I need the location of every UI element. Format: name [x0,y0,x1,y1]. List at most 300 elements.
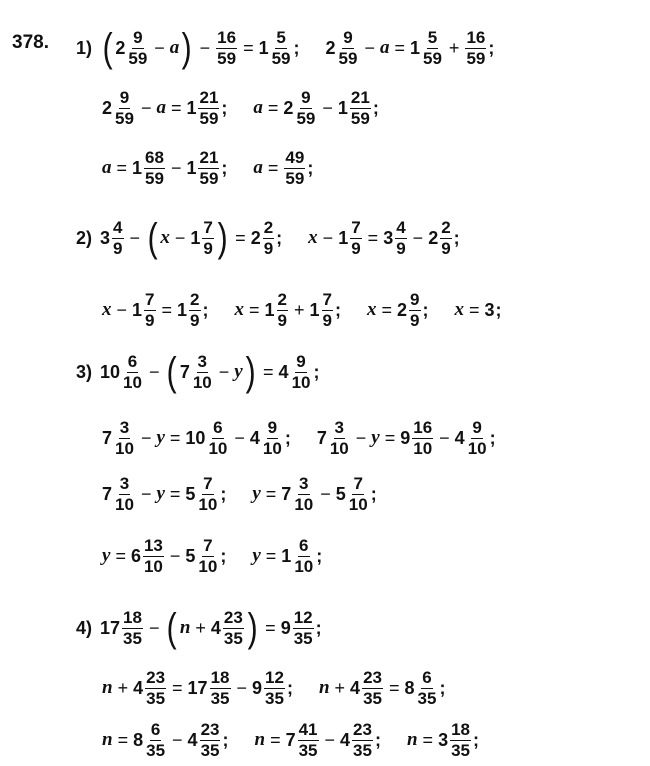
fraction [291,352,312,393]
numerator: 21 [199,147,219,167]
whole-part: 7 [102,483,113,504]
numerator: 2 [263,217,274,237]
numerator: 18 [123,607,142,627]
fraction [114,418,135,459]
equation-line [76,24,494,72]
denominator: 9 [113,238,123,258]
variable: n [318,677,330,698]
denominator: 35 [223,628,243,648]
mixed-number [211,608,245,649]
plus-sign: + [294,299,305,320]
fraction [348,474,369,515]
whole-part: 2 [102,97,113,118]
denominator: 35 [210,688,230,708]
fraction [450,720,471,761]
numerator: 4 [396,217,406,237]
equals-sign: = [381,299,393,320]
fraction [127,28,148,69]
numerator: 21 [350,87,370,107]
denominator: 59 [115,108,134,128]
fraction [295,88,316,129]
numerator: 7 [145,289,155,309]
close-paren: ) [245,350,256,394]
equation [326,28,495,69]
equation [317,418,496,459]
fraction [264,668,285,709]
variable: a [253,97,263,118]
denominator: 35 [363,688,382,708]
whole-part: 1 [186,157,197,178]
whole-part: 8 [133,729,144,750]
fraction [189,290,200,331]
mixed-number [350,668,384,709]
fraction [322,290,333,331]
variable: n [102,677,113,698]
fraction [350,88,371,129]
whole-part: 1 [309,299,320,320]
mixed-number [259,28,293,69]
denominator: 59 [285,168,305,188]
equation-line [102,414,496,462]
denominator: 10 [208,438,228,458]
semicolon: ; [293,37,300,58]
numerator: 7 [203,473,213,493]
denominator: 9 [190,310,200,330]
numerator: 6 [422,667,432,687]
numerator: 16 [466,27,486,47]
minus-sign: − [412,227,424,248]
minus-sign: − [170,157,182,178]
numerator: 6 [127,351,138,371]
mixed-number [190,218,214,259]
whole-part: 7 [179,361,190,382]
open-paren: ( [167,350,178,394]
denominator: 10 [123,372,142,392]
denominator: 10 [198,494,218,514]
equals-sign: = [388,677,400,698]
numerator: 41 [298,719,318,739]
numerator: 12 [293,607,313,627]
fraction [207,418,228,459]
mixed-number [310,290,334,331]
equation [102,290,209,331]
minus-sign: − [364,37,375,58]
denominator: 59 [199,108,219,128]
whole-part: 1 [281,545,292,566]
equals-sign: = [469,299,480,320]
mixed-number [397,290,421,331]
fraction [329,418,350,459]
close-paren: ) [217,216,228,260]
numerator: 4 [113,217,123,237]
equals-sign: = [394,37,405,58]
whole-part: 4 [278,361,289,382]
equation [100,608,322,649]
variable: y [156,427,165,448]
semicolon: ; [488,37,495,58]
whole-part: 2 [250,227,261,248]
minus-sign: − [140,97,152,118]
whole-part: 1 [338,227,349,248]
equation [253,88,378,129]
close-paren: ) [247,606,258,650]
equals-sign: = [367,227,379,248]
numerator: 16 [413,417,433,437]
semicolon: ; [422,299,429,320]
equation [253,148,313,189]
open-paren: ( [147,216,158,260]
variable: x [367,299,377,320]
denominator: 9 [410,310,420,330]
semicolon: ; [220,545,227,566]
numerator: 2 [190,289,200,309]
denominator: 59 [271,48,291,68]
numerator: 6 [150,719,161,739]
mixed-number [265,290,289,331]
variable: n [254,729,266,750]
equals-sign: = [265,483,277,504]
mixed-number [251,218,275,259]
whole-part: 1 [264,299,275,320]
denominator: 35 [200,740,220,760]
numerator: 23 [353,719,372,739]
mixed-number [338,218,362,259]
variable: x [308,227,318,248]
numerator: 7 [203,535,213,555]
mixed-number [281,608,315,649]
fraction [422,28,443,69]
mixed-number [326,28,360,69]
denominator: 9 [351,238,361,258]
denominator: 10 [262,438,282,458]
equation [308,218,460,259]
denominator: 10 [198,556,218,576]
numerator: 3 [334,417,345,437]
minus-sign: − [154,37,165,58]
mixed-number [102,88,136,129]
minus-sign: − [322,227,334,248]
numerator: 3 [299,473,309,493]
whole-part: 1 [258,37,269,58]
fraction [112,218,123,259]
fraction [192,352,213,393]
equation [407,720,479,761]
fraction [122,352,143,393]
minus-sign: − [234,427,245,448]
whole-part: 1 [132,157,143,178]
mixed-number [250,418,284,459]
open-paren: ( [102,26,113,70]
minus-sign: − [218,361,230,382]
semicolon: ; [370,483,377,504]
equation-line [102,470,377,518]
numerator: 7 [322,289,332,309]
denominator: 9 [145,310,155,330]
fraction [417,668,438,709]
semicolon: ; [202,299,209,320]
minus-sign: − [355,427,367,448]
whole-part: 7 [285,729,296,750]
equation-line [102,144,313,192]
denominator: 9 [322,310,332,330]
equation-line [102,286,502,334]
mixed-number [338,88,372,129]
numerator: 49 [285,147,305,167]
equals-sign: = [169,483,181,504]
mixed-number [281,536,315,577]
fraction [263,218,274,259]
minus-sign: − [129,227,141,248]
numerator: 9 [267,417,278,437]
variable: n [179,617,191,638]
mixed-number [180,352,214,393]
whole-part: 7 [102,427,113,448]
mixed-number [400,418,434,459]
whole-part: 2 [325,37,336,58]
mixed-number [132,148,166,189]
minus-sign: − [148,361,160,382]
numerator: 3 [119,473,130,493]
fraction [362,668,383,709]
numerator: 9 [343,27,353,47]
whole-part: 3 [383,227,394,248]
mixed-number [188,720,222,761]
whole-part: 4 [454,427,465,448]
plus-sign: + [195,617,206,638]
numerator: 5 [427,27,438,47]
mixed-number [283,88,317,129]
equation [367,290,429,331]
close-paren: ) [181,26,192,70]
denominator: 9 [396,238,406,258]
part-label: 2) [76,227,93,248]
semicolon: ; [284,427,291,448]
mixed-number [252,668,286,709]
equation [102,418,291,459]
fraction [395,218,406,259]
fraction [145,720,166,761]
whole-part: 4 [340,729,351,750]
whole-part: 10 [100,361,121,382]
denominator: 59 [338,48,358,68]
numerator: 23 [146,667,166,687]
mixed-number [438,720,472,761]
mixed-number [336,474,370,515]
number: 3 [484,299,495,320]
denominator: 10 [294,556,314,576]
whole-part: 4 [210,617,221,638]
equation-line [76,348,319,396]
equation-line [76,214,460,262]
denominator: 10 [413,438,433,458]
whole-part: 1 [190,227,201,248]
equals-sign: = [267,157,279,178]
mixed-number [131,536,165,577]
fraction [216,28,237,69]
variable: n [102,729,113,750]
fraction [198,148,219,189]
denominator: 9 [263,238,274,258]
mixed-number [102,474,136,515]
whole-part: 5 [185,483,196,504]
variable: a [169,37,180,58]
equation [100,218,282,259]
equation [252,536,322,577]
equation [319,668,445,709]
numerator: 9 [301,87,311,107]
fraction [144,290,155,331]
equals-sign: = [422,729,434,750]
fraction [412,418,433,459]
equals-sign: = [169,427,181,448]
semicolon: ; [372,97,379,118]
whole-part: 1 [186,97,197,118]
whole-part: 17 [187,677,208,698]
equals-sign: = [249,299,260,320]
mixed-number [428,218,452,259]
fraction [467,418,488,459]
semicolon: ; [313,361,320,382]
equals-sign: = [243,37,254,58]
mixed-number [133,720,167,761]
equals-sign: = [265,617,276,638]
denominator: 35 [265,688,284,708]
denominator: 10 [329,438,349,458]
denominator: 59 [423,48,442,68]
semicolon: ; [453,227,460,248]
mixed-number [100,218,124,259]
minus-sign: − [199,37,211,58]
whole-part: 5 [335,483,346,504]
equation [102,720,228,761]
variable: y [252,545,261,566]
variable: y [156,483,165,504]
denominator: 59 [296,108,316,128]
fraction [143,536,164,577]
fraction [350,218,361,259]
semicolon: ; [220,483,227,504]
semicolon: ; [315,617,322,638]
equals-sign: = [270,729,281,750]
whole-part: 4 [249,427,260,448]
equation [100,352,319,393]
semicolon: ; [473,729,479,750]
denominator: 59 [466,48,486,68]
semicolon: ; [286,677,293,698]
mixed-number [455,418,489,459]
fraction [122,608,143,649]
open-paren: ( [167,606,178,650]
fraction [144,148,165,189]
mixed-number [133,668,167,709]
numerator: 9 [472,417,482,437]
equation-line [76,604,322,652]
whole-part: 1 [409,37,420,58]
numerator: 9 [410,289,420,309]
numerator: 2 [441,217,451,237]
minus-sign: − [439,427,450,448]
equation [102,88,227,129]
minus-sign: − [324,729,336,750]
denominator: 35 [293,628,313,648]
minus-sign: − [140,427,152,448]
mixed-number [286,720,320,761]
variable: a [156,97,166,118]
numerator: 13 [143,535,163,555]
semicolon: ; [495,299,502,320]
numerator: 68 [145,147,164,167]
part-label: 4) [76,617,93,638]
minus-sign: − [320,483,331,504]
minus-sign: − [140,483,152,504]
whole-part: 9 [252,677,263,698]
numerator: 23 [363,667,382,687]
mixed-number [410,28,444,69]
variable: a [102,157,112,178]
fraction [145,668,166,709]
whole-part: 3 [100,227,111,248]
denominator: 10 [192,372,212,392]
denominator: 35 [146,740,166,760]
fraction [284,148,305,189]
whole-part: 4 [350,677,361,698]
mixed-number [186,148,220,189]
numerator: 23 [223,607,243,627]
whole-part: 9 [280,617,291,638]
mixed-number [186,88,220,129]
whole-part: 1 [177,299,188,320]
equation [455,299,502,321]
variable: x [160,227,170,248]
fraction [440,218,451,259]
variable: a [253,157,263,178]
fraction [198,88,219,129]
denominator: 10 [291,372,311,392]
denominator: 9 [203,238,213,258]
whole-part: 4 [133,677,144,698]
equation-line [102,532,322,580]
fraction [352,720,373,761]
minus-sign: − [236,677,248,698]
semicolon: ; [307,157,314,178]
fraction [293,474,314,515]
minus-sign: − [169,545,181,566]
numerator: 23 [200,719,220,739]
plus-sign: + [448,37,460,58]
whole-part: 3 [438,729,449,750]
fraction [223,608,244,649]
semicolon: ; [276,227,283,248]
mixed-number [100,608,144,649]
mixed-number [383,218,407,259]
part-label: 3) [76,361,93,382]
numerator: 9 [296,351,306,371]
mixed-number [185,418,229,459]
equals-sign: = [115,545,126,566]
denominator: 35 [146,688,166,708]
numerator: 2 [277,289,287,309]
denominator: 35 [353,740,372,760]
problem-number: 378. [12,32,49,53]
equals-sign: = [116,157,128,178]
semicolon: ; [489,427,496,448]
denominator: 59 [199,168,219,188]
fraction [210,668,231,709]
fraction [293,608,314,649]
semicolon: ; [439,677,446,698]
equals-sign: = [384,427,396,448]
variable: x [454,299,464,320]
